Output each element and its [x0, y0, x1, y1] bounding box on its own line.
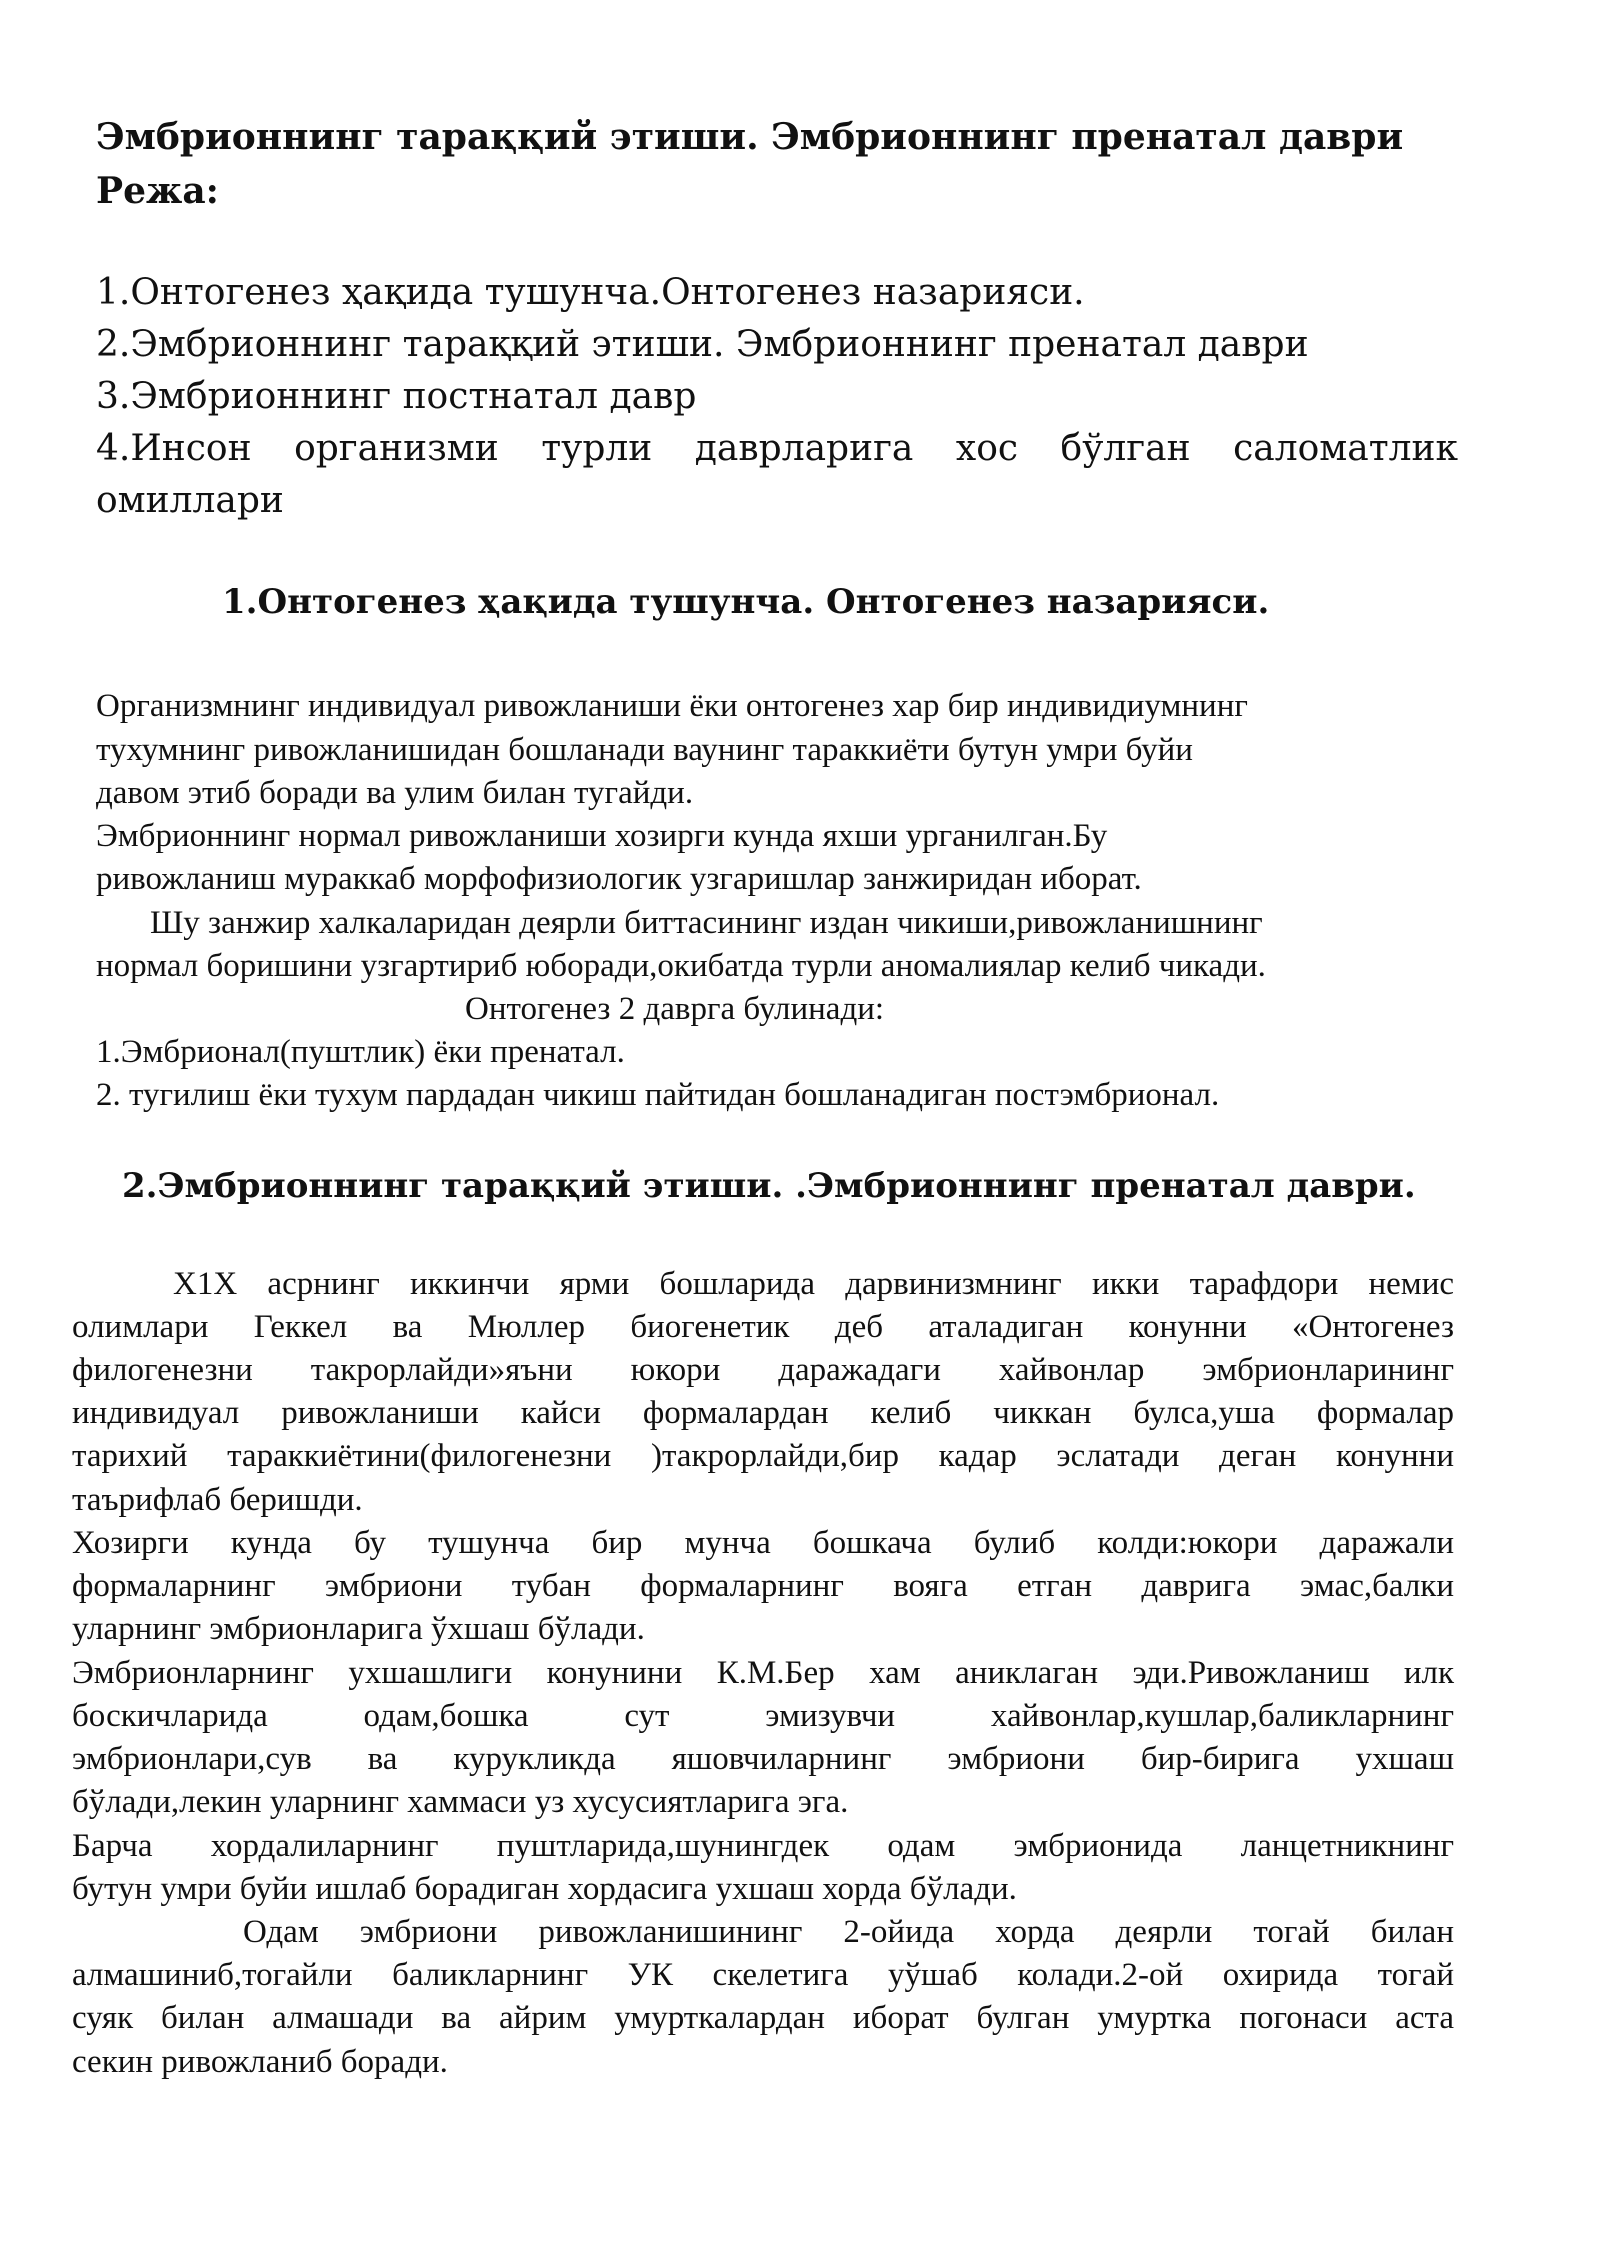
plan-item: 4.Инсон организми турли даврларига хос бўлган саломатлик — [96, 428, 1458, 469]
paragraph-line: тарихий тараккиётини(филогенезни )такрорлайди,бир кадар эслатади деган конунни — [72, 1438, 1454, 1474]
document-title: Эмбрионнинг тараққий этиши. Эмбрионнинг пренатал даври — [96, 116, 1404, 158]
paragraph-line: секин ривожланиб боради. — [72, 2044, 448, 2080]
plan-item: 1.Онтогенез ҳақида тушунча.Онтогенез назарияси. — [96, 272, 1085, 313]
paragraph-line: Организмнинг индивидуал ривожланиши ёки онтогенез хар бир индивидиумнинг — [96, 688, 1248, 724]
paragraph-line: суяк билан алмашади ва айрим умурткалардан иборат булган умуртка погонаси аста — [72, 2000, 1454, 2036]
paragraph-line: формаларнинг эмбриони тубан формаларнинг вояга етган даврига эмас,балки — [72, 1568, 1454, 1604]
paragraph-line: индивидуал ривожланиши кайси формалардан келиб чиккан булса,уша формалар — [72, 1395, 1454, 1431]
plan-item: 3.Эмбрионнинг постнатал давр — [96, 376, 697, 417]
paragraph-line: таърифлаб беришди. — [72, 1482, 363, 1518]
paragraph-line: Эмбрионларнинг ухшашлиги конунини К.М.Бер хам аниклаган эди.Ривожланиш илк — [72, 1655, 1454, 1691]
paragraph-line: Эмбрионнинг нормал ривожланиши хозирги кунда яхши урганилган.Бу — [96, 818, 1108, 854]
plan-item: 2.Эмбрионнинг тараққий этиши. Эмбрионнинг пренатал даври — [96, 324, 1309, 365]
paragraph-line: уларнинг эмбрионларига ўхшаш бўлади. — [72, 1611, 645, 1647]
paragraph-line: бўлади,лекин уларнинг хаммаси уз хусусиятларига эга. — [72, 1784, 849, 1820]
paragraph-line: бутун умри буйи ишлаб борадиган хордасига ухшаш хорда бўлади. — [72, 1871, 1017, 1907]
paragraph-line: боскичларида одам,бошка сут эмизувчи хайвонлар,кушлар,баликларнинг — [72, 1698, 1454, 1734]
paragraph-line: алмашиниб,тогайли баликларнинг УК скелетига уўшаб колади.2-ой охирида тогай — [72, 1957, 1454, 1993]
plan-item: омиллари — [96, 480, 284, 521]
paragraph-line: Шу занжир халкаларидан деярли биттасининг издан чикиши,ривожланишнинг — [150, 905, 1263, 941]
paragraph-line: нормал боришини узгартириб юборади,окибатда турли аномалиялар келиб чикади. — [96, 948, 1266, 984]
paragraph-line: 2. тугилиш ёки тухум пардадан чикиш пайтидан бошланадиган постэмбрионал. — [96, 1077, 1220, 1113]
paragraph-line: эмбрионлари,сув ва курукликда яшовчиларнинг эмбриони бир-бирига ухшаш — [72, 1741, 1454, 1777]
paragraph-line: тухумнинг ривожланишидан бошланади ваунинг тараккиёти бутун умри буйи — [96, 732, 1193, 768]
paragraph-line: ривожланиш мураккаб морфофизиологик узгаришлар занжиридан иборат. — [96, 861, 1142, 897]
section-heading: 1.Онтогенез ҳақида тушунча. Онтогенез назарияси. — [222, 582, 1270, 622]
paragraph-line: олимлари Геккел ва Мюллер биогенетик деб аталадиган конунни «Онтогенез — [72, 1309, 1454, 1345]
paragraph-line: Онтогенез 2 даврга булинади: — [465, 991, 885, 1027]
paragraph-line: 1.Эмбрионал(пуштлик) ёки пренатал. — [96, 1034, 625, 1070]
paragraph-line: Хозирги кунда бу тушунча бир мунча бошкача булиб колди:юкори даражали — [72, 1525, 1454, 1561]
paragraph-line: Одам эмбриони ривожланишининг 2-ойида хорда деярли тогай билан — [243, 1914, 1454, 1950]
section-heading: 2.Эмбрионнинг тараққий этиши. .Эмбрионнинг пренатал даври. — [122, 1166, 1416, 1206]
paragraph-line: Барча хордалиларнинг пуштларида,шунингдек одам эмбрионида ланцетникнинг — [72, 1828, 1454, 1864]
plan-label: Режа: — [96, 170, 219, 212]
paragraph-line: давом этиб боради ва улим билан тугайди. — [96, 775, 694, 811]
paragraph-line: Х1Х асрнинг иккинчи ярми бошларида дарвинизмнинг икки тарафдори немис — [173, 1266, 1454, 1302]
paragraph-line: филогенезни такрорлайди»яъни юкори даражадаги хайвонлар эмбрионларининг — [72, 1352, 1454, 1388]
